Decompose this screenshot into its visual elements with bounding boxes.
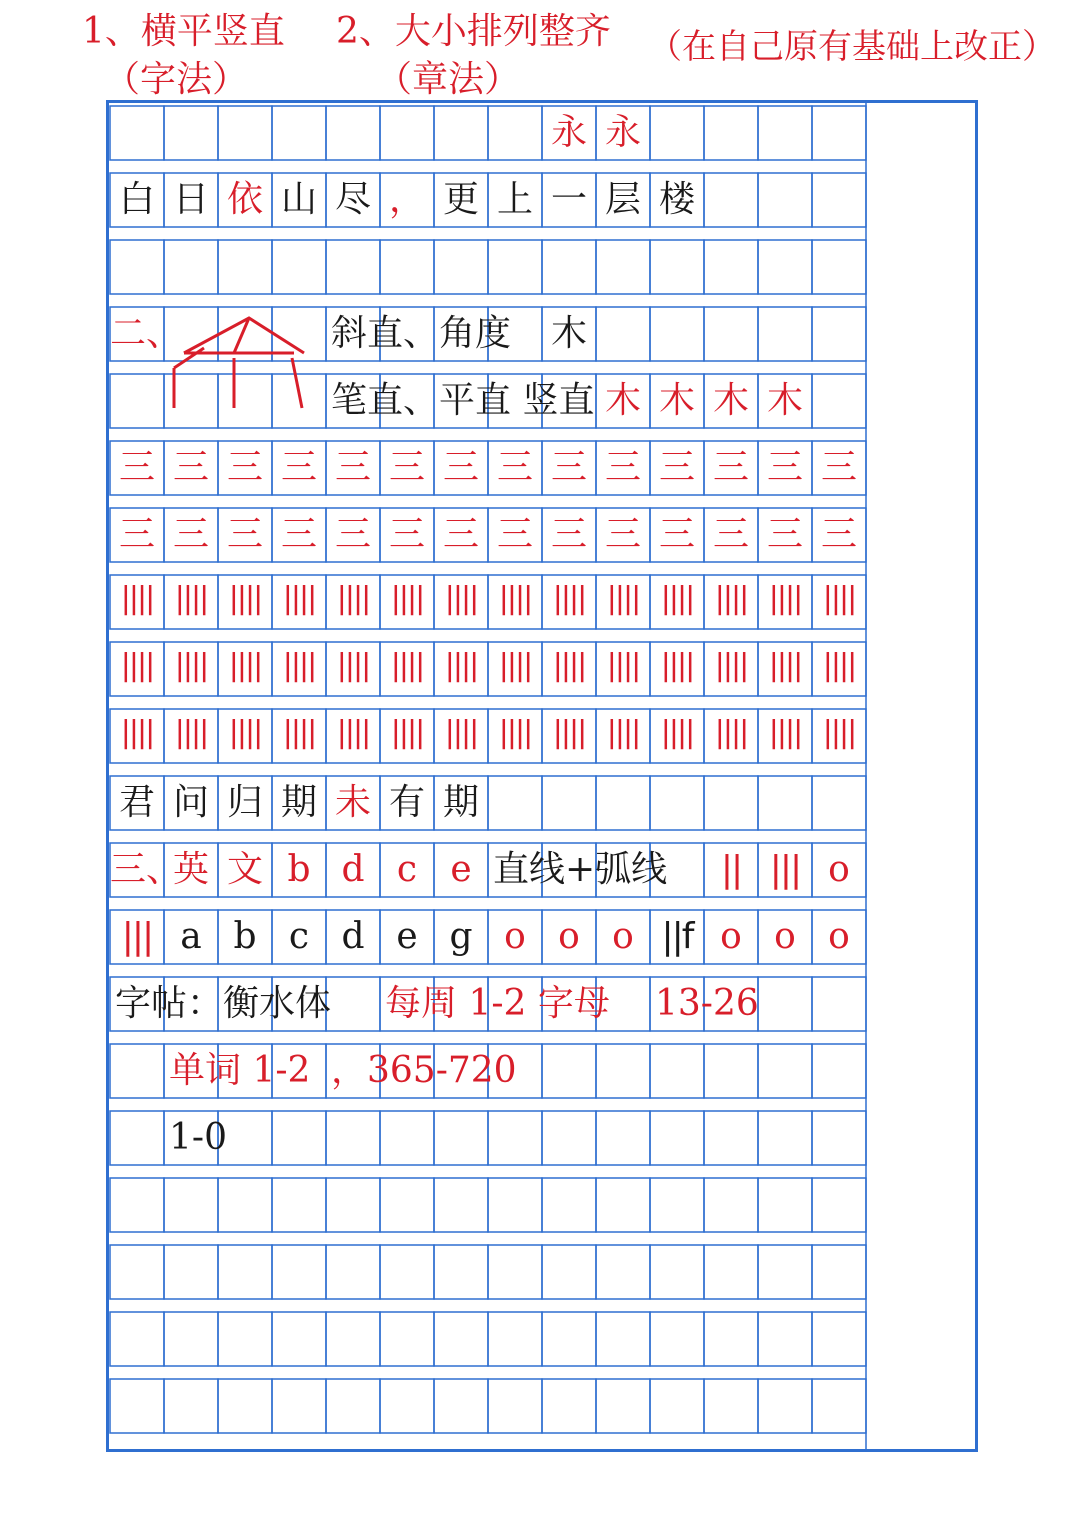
grid-row xyxy=(109,374,975,428)
grid-row xyxy=(109,1379,975,1433)
grid-char: |||| xyxy=(444,648,478,683)
grid-char: b xyxy=(233,916,257,957)
grid-char: 三、 xyxy=(110,849,183,890)
grid-row xyxy=(109,776,975,830)
grid-char: 三 xyxy=(172,514,209,555)
grid-char: 依 xyxy=(226,179,263,220)
grid-char: 三 xyxy=(280,514,317,555)
rule-1-title: 1、横平竖直 xyxy=(82,11,285,52)
handwritten-note: 13-26 xyxy=(655,983,759,1024)
grid-char: |||| xyxy=(282,648,316,683)
grid-char: |||| xyxy=(768,581,802,616)
grid-char: o xyxy=(612,916,634,957)
grid-char: |||| xyxy=(174,648,208,683)
grid-char: a xyxy=(180,916,202,957)
grid-char: 永 xyxy=(604,112,641,153)
grid-char: 木 xyxy=(658,380,695,421)
grid-char: 有 xyxy=(388,782,425,823)
grid-char: 三 xyxy=(118,447,155,488)
grid-row xyxy=(109,910,975,964)
grid-char: |||| xyxy=(822,581,856,616)
grid-row xyxy=(109,307,975,361)
grid-char: |||| xyxy=(498,581,532,616)
grid-row xyxy=(109,1111,975,1165)
handwritten-note: 1-0 xyxy=(169,1117,227,1158)
grid-char: |||| xyxy=(120,715,154,750)
grid-char: 三 xyxy=(658,447,695,488)
grid-char: 三 xyxy=(658,514,695,555)
grid-char: 三 xyxy=(820,514,857,555)
grid-char: 永 xyxy=(550,112,587,153)
grid-row xyxy=(109,843,975,897)
grid-char: |||| xyxy=(714,581,748,616)
grid-char: o xyxy=(558,916,580,957)
grid-row xyxy=(109,106,975,160)
grid-char: 三 xyxy=(280,447,317,488)
grid-char: 三 xyxy=(388,514,425,555)
grid-char: |||| xyxy=(498,715,532,750)
grid-char: |||| xyxy=(606,715,640,750)
grid-char: 二、 xyxy=(110,313,183,354)
grid-char: 一 xyxy=(550,179,587,220)
grid-row xyxy=(109,173,975,227)
grid-row xyxy=(109,1044,975,1098)
improvement-note: （在自己原有基础上改正） xyxy=(648,27,1056,67)
grid-row xyxy=(109,709,975,763)
grid-char: |||| xyxy=(660,648,694,683)
grid-char: 三 xyxy=(442,447,479,488)
grid-row xyxy=(109,1178,975,1232)
grid-char: b xyxy=(287,849,311,890)
grid-char: 三 xyxy=(604,514,641,555)
grid-char: |||| xyxy=(120,581,154,616)
grid-char: ||f xyxy=(661,916,693,957)
grid-char: 三 xyxy=(712,447,749,488)
grid-char: |||| xyxy=(120,648,154,683)
grid-char: |||| xyxy=(660,715,694,750)
grid-char: 三 xyxy=(334,514,371,555)
grid-char: 白 xyxy=(118,179,155,220)
grid-char: 君 xyxy=(118,782,155,823)
grid-char: 三 xyxy=(550,514,587,555)
grid-char: |||| xyxy=(498,648,532,683)
rule-2-subtitle: （章法） xyxy=(376,59,521,100)
grid-char: 山 xyxy=(280,179,317,220)
grid-char: |||| xyxy=(390,648,424,683)
grid-char: |||| xyxy=(768,648,802,683)
grid-char: |||| xyxy=(606,581,640,616)
grid-char: c xyxy=(288,916,310,957)
grid-char: |||| xyxy=(228,715,262,750)
grid-char: |||| xyxy=(660,581,694,616)
grid-char: |||| xyxy=(336,648,370,683)
grid-char: 问 xyxy=(172,782,209,823)
handwritten-note: 字帖：衡水体 xyxy=(115,983,332,1024)
grid-row xyxy=(109,977,975,1031)
grid-char: |||| xyxy=(714,715,748,750)
grid-row xyxy=(109,508,975,562)
grid-char: 三 xyxy=(496,514,533,555)
grid-char: 英 xyxy=(172,849,209,890)
grid-char: 未 xyxy=(334,782,371,823)
grid-char: |||| xyxy=(444,715,478,750)
grid-char: 三 xyxy=(820,447,857,488)
grid-char: o xyxy=(774,916,796,957)
grid-char: 期 xyxy=(442,782,479,823)
grid-char: |||| xyxy=(336,581,370,616)
grid-row xyxy=(109,1245,975,1299)
grid-char: 三 xyxy=(226,514,263,555)
grid-char: |||| xyxy=(174,581,208,616)
header-notes xyxy=(0,0,1080,100)
grid-char: e xyxy=(450,849,472,890)
grid-char: 三 xyxy=(388,447,425,488)
grid-char: 三 xyxy=(550,447,587,488)
grid-row xyxy=(109,575,975,629)
handwritten-note: 斜直、角度 xyxy=(331,313,512,354)
grid-char: ||| xyxy=(121,916,153,957)
grid-char: 三 xyxy=(766,514,803,555)
grid-char: o xyxy=(504,916,526,957)
grid-char: o xyxy=(720,916,742,957)
grid-char: 木 xyxy=(550,313,587,354)
grid-char: |||| xyxy=(552,648,586,683)
handwritten-note: 直线+弧线 xyxy=(493,849,668,890)
grid-row xyxy=(109,1312,975,1366)
grid-char: |||| xyxy=(228,581,262,616)
grid-char: |||| xyxy=(282,581,316,616)
grid-char: || xyxy=(720,849,742,890)
grid-char: 日 xyxy=(172,179,209,220)
grid-char: 楼 xyxy=(658,179,695,220)
grid-char: 上 xyxy=(496,179,533,220)
grid-char: |||| xyxy=(336,715,370,750)
grid-char: c xyxy=(396,849,418,890)
grid-char: g xyxy=(449,916,473,957)
grid-char: |||| xyxy=(606,648,640,683)
grid-char: |||| xyxy=(228,648,262,683)
grid-char: 木 xyxy=(712,380,749,421)
grid-char: 更 xyxy=(442,179,479,220)
grid-char: 三 xyxy=(226,447,263,488)
grid-char: 三 xyxy=(766,447,803,488)
grid-char: |||| xyxy=(390,715,424,750)
grid-char: |||| xyxy=(552,581,586,616)
grid-char: 文 xyxy=(226,849,263,890)
grid-char: 期 xyxy=(280,782,317,823)
grid-char: |||| xyxy=(768,715,802,750)
grid-char: 层 xyxy=(604,179,641,220)
grid-char: |||| xyxy=(822,648,856,683)
grid-char: d xyxy=(341,849,365,890)
grid-char: 三 xyxy=(172,447,209,488)
grid-char: ， xyxy=(388,179,425,220)
handwritten-note: 每周 1-2 字母 xyxy=(385,983,610,1024)
grid-char: 归 xyxy=(226,782,263,823)
grid-char: o xyxy=(828,849,850,890)
grid-char: ||| xyxy=(769,849,801,890)
grid-char: |||| xyxy=(282,715,316,750)
grid-row xyxy=(109,441,975,495)
grid-char: |||| xyxy=(444,581,478,616)
grid-char: 三 xyxy=(334,447,371,488)
grid-row xyxy=(109,240,975,294)
grid-char: d xyxy=(341,916,365,957)
writing-grid-sheet xyxy=(106,100,978,1452)
grid-char: 三 xyxy=(118,514,155,555)
grid-char: |||| xyxy=(174,715,208,750)
handwritten-note: 单词 1-2 xyxy=(169,1050,311,1091)
rule-1-subtitle: （字法） xyxy=(104,59,249,100)
grid-char: 三 xyxy=(604,447,641,488)
grid-row xyxy=(109,642,975,696)
grid-char: |||| xyxy=(714,648,748,683)
grid-char: |||| xyxy=(822,715,856,750)
handwritten-note: 笔直、平直 竖直 xyxy=(331,380,595,421)
grid-char: |||| xyxy=(390,581,424,616)
grid-char: o xyxy=(828,916,850,957)
grid-char: |||| xyxy=(552,715,586,750)
grid-char: 三 xyxy=(442,514,479,555)
grid-char: 三 xyxy=(496,447,533,488)
handwritten-note: ，365-720 xyxy=(331,1050,517,1091)
grid-char: 木 xyxy=(766,380,803,421)
rule-2-title: 2、大小排列整齐 xyxy=(336,11,611,52)
grid-char: 三 xyxy=(712,514,749,555)
grid-char: 木 xyxy=(604,380,641,421)
grid-char: e xyxy=(396,916,418,957)
grid-char: 尽 xyxy=(334,179,371,220)
